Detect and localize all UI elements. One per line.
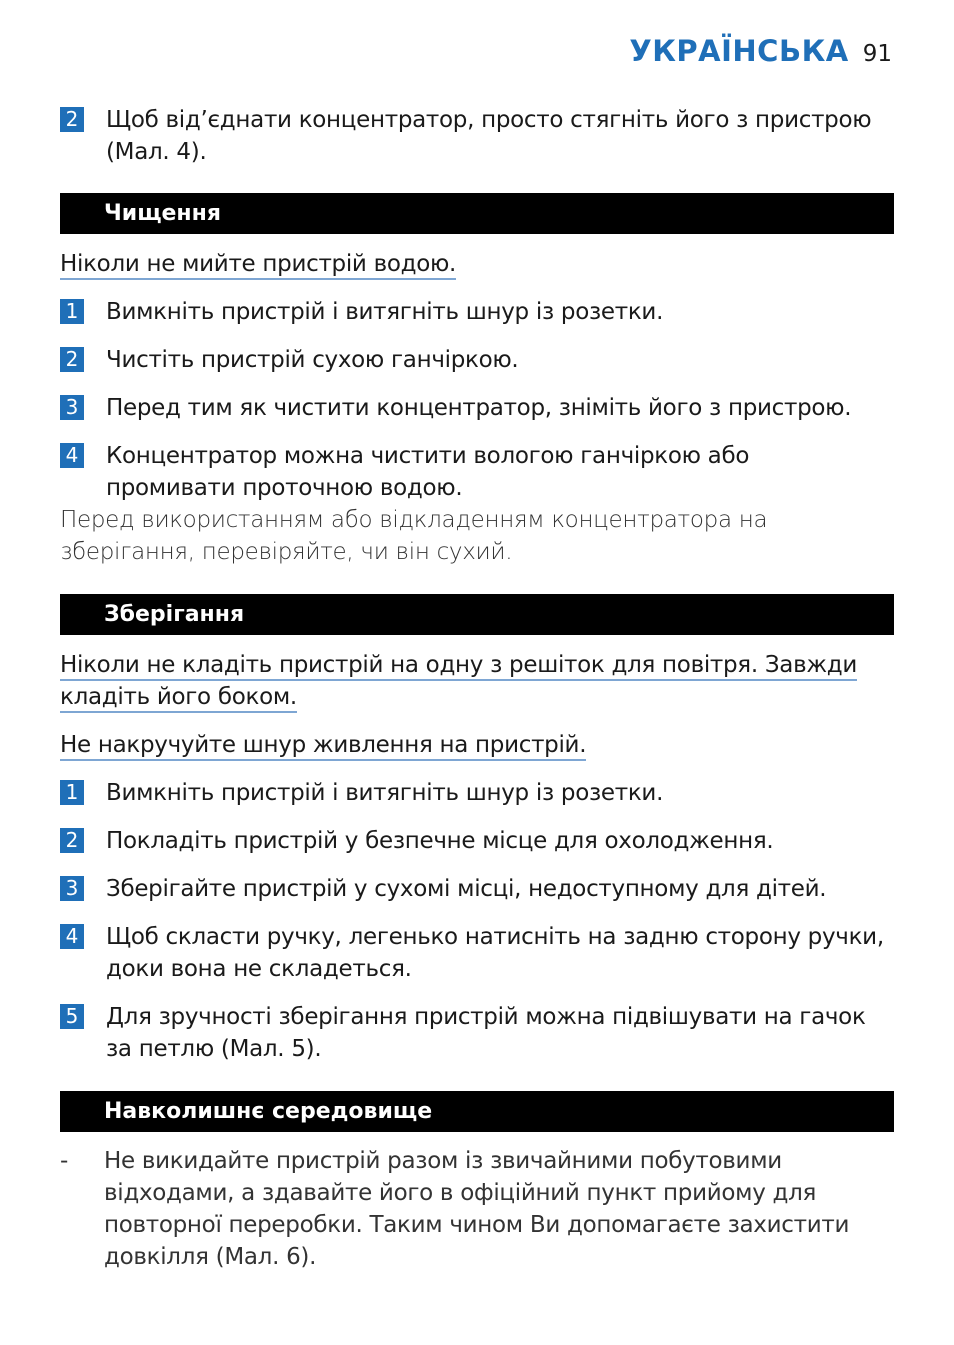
step-text: Покладіть пристрій у безпечне місце для охолодження. — [106, 828, 774, 854]
section-heading-text: Навколишнє середовище — [104, 1099, 433, 1124]
cleaning-step-1 — [60, 296, 894, 328]
step-number: 3 — [60, 876, 84, 901]
step-text: Концентратор можна чистити вологою ганчіркою або промивати проточною водою. — [106, 443, 750, 501]
cleaning-step-4 — [60, 440, 894, 504]
cleaning-step-2 — [60, 344, 894, 376]
storage-step-1 — [60, 777, 894, 809]
storage-warning-1 — [60, 649, 857, 681]
step-number: 2 — [60, 347, 84, 372]
section-heading-storage — [60, 594, 894, 635]
section-heading-environment — [60, 1091, 894, 1132]
step-text: Зберігайте пристрій у сухомі місці, недоступному для дітей. — [106, 876, 827, 902]
step-number: 1 — [60, 780, 84, 805]
page-number: 91 — [862, 41, 892, 67]
warning-text: кладіть його боком. — [60, 684, 297, 713]
storage-step-5 — [60, 1001, 894, 1065]
storage-warning-1-cont — [60, 681, 297, 713]
step-number: 2 — [60, 828, 84, 853]
storage-step-2 — [60, 825, 894, 857]
step-number: 3 — [60, 395, 84, 420]
page-header — [629, 34, 892, 68]
step-text: Перед тим як чистити концентратор, зніміть його з пристрою. — [106, 395, 852, 421]
warning-text: Ніколи не кладіть пристрій на одну з решіток для повітря. Завжди — [60, 652, 857, 681]
section-heading-text: Зберігання — [104, 602, 245, 627]
step-number: 1 — [60, 299, 84, 324]
bullet-text: Не викидайте пристрій разом із звичайними побутовими відходами, а здавайте його в офіційний пункт прийому для повторної переробки. Таким чином Ви допомагаєте захистити довкілля (Мал. 6). — [104, 1148, 850, 1270]
step-text: Вимкніть пристрій і витягніть шнур із розетки. — [106, 299, 664, 325]
warning-text: Не накручуйте шнур живлення на пристрій. — [60, 732, 586, 761]
step-number: 5 — [60, 1004, 84, 1029]
warning-text: Ніколи не мийте пристрій водою. — [60, 251, 456, 280]
cleaning-step-3 — [60, 392, 894, 424]
step-number: 4 — [60, 924, 84, 949]
environment-bullet — [60, 1145, 894, 1273]
section-heading-text: Чищення — [104, 201, 221, 226]
step-text: Щоб скласти ручку, легенько натисніть на задню сторону ручки, доки вона не складеться. — [106, 924, 884, 982]
storage-step-4 — [60, 921, 894, 985]
step-number: 2 — [60, 107, 84, 132]
step-text: Чистіть пристрій сухою ганчіркою. — [106, 347, 519, 373]
step-number: 4 — [60, 443, 84, 468]
cleaning-note: Перед використанням або відкладенням концентратора на зберігання, перевіряйте, чи він сухий. — [60, 507, 768, 565]
intro-step — [60, 104, 894, 168]
step-text: Вимкніть пристрій і витягніть шнур із розетки. — [106, 780, 664, 806]
step-text: Для зручності зберігання пристрій можна підвішувати на гачок за петлю (Мал. 5). — [106, 1004, 866, 1062]
language-title: УКРАЇНСЬКА — [629, 34, 849, 68]
storage-warning-2 — [60, 729, 586, 761]
cleaning-warning — [60, 248, 456, 280]
section-heading-cleaning — [60, 193, 894, 234]
bullet-dash: - — [60, 1148, 69, 1174]
step-text: Щоб від’єднати концентратор, просто стягніть його з пристрою (Мал. 4). — [106, 107, 872, 165]
storage-step-3 — [60, 873, 894, 905]
